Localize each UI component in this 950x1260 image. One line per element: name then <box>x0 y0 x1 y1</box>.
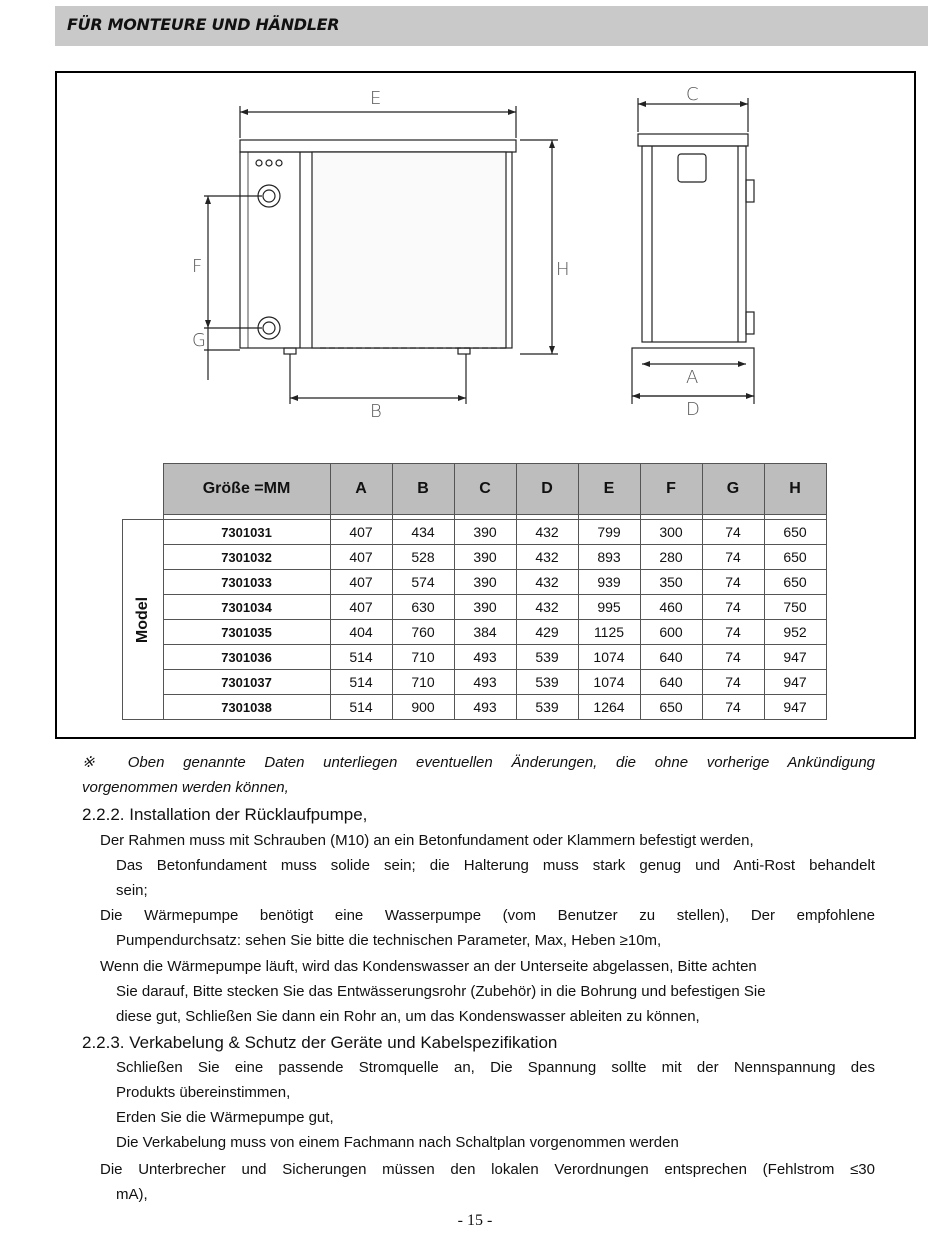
paragraph-power-source <box>116 1055 875 1155</box>
p2-line-1: Die Wärmepumpe benötigt eine Wasserpumpe (vom Benutzer zu stellen), Der empfohlene <box>100 907 875 924</box>
cell-a: 407 <box>330 595 392 620</box>
cell-a: 407 <box>330 545 392 570</box>
note-line-1: ※ Oben genannte Daten unterliegen eventuellen Änderungen, die ohne vorherige Ankündigung <box>82 754 875 771</box>
cell-d: 432 <box>516 520 578 545</box>
indicator-light-2 <box>266 160 272 166</box>
note-line-2: vorgenommen werden können, <box>82 779 289 796</box>
dim-label-e: E <box>370 88 382 109</box>
col-header-e: E <box>578 464 640 515</box>
cell-f: 460 <box>640 595 702 620</box>
cell-b: 760 <box>392 620 454 645</box>
col-header-d: D <box>516 464 578 515</box>
cell-c: 390 <box>454 545 516 570</box>
model-side-cell <box>123 520 164 720</box>
cell-a: 514 <box>330 645 392 670</box>
side-panel-window <box>678 154 706 182</box>
cell-d: 432 <box>516 545 578 570</box>
model-number: 7301037 <box>163 670 330 695</box>
cell-b: 710 <box>392 670 454 695</box>
cell-a: 407 <box>330 570 392 595</box>
cell-e: 1264 <box>578 695 640 720</box>
table-row <box>123 570 827 595</box>
paragraph-frame-mounting <box>100 828 875 903</box>
cell-b: 710 <box>392 645 454 670</box>
cell-d: 429 <box>516 620 578 645</box>
model-number: 7301033 <box>163 570 330 595</box>
cell-h: 650 <box>764 520 826 545</box>
dim-label-f: F <box>192 256 203 277</box>
cell-a: 514 <box>330 670 392 695</box>
cell-f: 600 <box>640 620 702 645</box>
col-header-a: A <box>330 464 392 515</box>
p1-line-2: Das Betonfundament muss solide sein; die Halterung muss stark genug und Anti-Rost behandelt <box>116 857 875 874</box>
dim-label-h: H <box>556 259 570 280</box>
cell-e: 1074 <box>578 670 640 695</box>
p4-line-4: Die Verkabelung muss von einem Fachmann nach Schaltplan vorgenommen werden <box>116 1134 679 1151</box>
front-top-cover <box>240 140 516 152</box>
table-row <box>123 620 827 645</box>
model-number: 7301036 <box>163 645 330 670</box>
cell-c: 390 <box>454 595 516 620</box>
p5-line-1: Die Unterbrecher und Sicherungen müssen den lokalen Verordnungen entsprechen (Fehlstrom ≤30 <box>100 1161 875 1178</box>
cell-b: 574 <box>392 570 454 595</box>
p5-line-2: mA), <box>116 1186 148 1203</box>
table-row <box>123 695 827 720</box>
front-grille <box>312 152 506 348</box>
table-row <box>123 545 827 570</box>
cell-f: 350 <box>640 570 702 595</box>
col-header-g: G <box>702 464 764 515</box>
technical-drawing <box>0 0 950 460</box>
cell-h: 650 <box>764 570 826 595</box>
cell-e: 939 <box>578 570 640 595</box>
cell-e: 893 <box>578 545 640 570</box>
p4-line-3: Erden Sie die Wärmepumpe gut, <box>116 1109 334 1126</box>
cell-c: 493 <box>454 670 516 695</box>
cell-f: 650 <box>640 695 702 720</box>
header-title: FÜR MONTEURE UND HÄNDLER <box>67 15 340 34</box>
page-number: - 15 - <box>457 1212 493 1229</box>
cell-g: 74 <box>702 645 764 670</box>
cell-g: 74 <box>702 670 764 695</box>
p3-line-2: Sie darauf, Bitte stecken Sie das Entwässerungsrohr (Zubehör) in die Bohrung und befestigen Sie <box>116 983 766 1000</box>
p2-line-2: Pumpendurchsatz: sehen Sie bitte die technischen Parameter, Max, Heben ≥10m, <box>116 932 662 949</box>
heading-2-2-2: 2.2.2. Installation der Rücklaufpumpe, <box>82 805 368 824</box>
indicator-light-1 <box>256 160 262 166</box>
cell-g: 74 <box>702 695 764 720</box>
cell-h: 650 <box>764 545 826 570</box>
cell-d: 432 <box>516 570 578 595</box>
cell-g: 74 <box>702 545 764 570</box>
dim-label-d: D <box>686 399 700 420</box>
paragraph-condensate <box>100 954 875 1029</box>
cell-c: 384 <box>454 620 516 645</box>
cell-a: 404 <box>330 620 392 645</box>
p4-line-1: Schließen Sie eine passende Stromquelle an, Die Spannung sollte mit der Nennspannung des <box>116 1059 875 1076</box>
cell-e: 1074 <box>578 645 640 670</box>
dim-label-b: B <box>370 401 382 422</box>
cell-f: 640 <box>640 670 702 695</box>
cell-g: 74 <box>702 570 764 595</box>
cell-h: 947 <box>764 695 826 720</box>
cell-g: 74 <box>702 520 764 545</box>
cell-c: 493 <box>454 645 516 670</box>
cell-f: 640 <box>640 645 702 670</box>
p1-line-1: Der Rahmen muss mit Schrauben (M10) an ein Betonfundament oder Klammern befestigt werden, <box>100 832 754 849</box>
cell-b: 434 <box>392 520 454 545</box>
p3-line-1: Wenn die Wärmepumpe läuft, wird das Kondenswasser an der Unterseite abgelassen, Bitte achten <box>100 958 757 975</box>
table-row <box>123 595 827 620</box>
model-number: 7301031 <box>163 520 330 545</box>
cell-d: 539 <box>516 645 578 670</box>
cell-a: 407 <box>330 520 392 545</box>
cell-f: 300 <box>640 520 702 545</box>
col-header-c: C <box>454 464 516 515</box>
cell-h: 947 <box>764 670 826 695</box>
cell-b: 900 <box>392 695 454 720</box>
cell-h: 750 <box>764 595 826 620</box>
cell-e: 995 <box>578 595 640 620</box>
p4-line-2: Produkts übereinstimmen, <box>116 1084 291 1101</box>
side-body <box>642 146 746 342</box>
cell-d: 539 <box>516 670 578 695</box>
model-number: 7301035 <box>163 620 330 645</box>
cell-g: 74 <box>702 595 764 620</box>
cell-h: 947 <box>764 645 826 670</box>
side-label-model: Model <box>133 596 151 643</box>
dimensions-table <box>122 463 827 720</box>
cell-h: 952 <box>764 620 826 645</box>
cell-g: 74 <box>702 620 764 645</box>
table-row <box>123 645 827 670</box>
cell-b: 630 <box>392 595 454 620</box>
paragraph-water-pump <box>100 903 875 953</box>
cell-c: 390 <box>454 570 516 595</box>
indicator-light-3 <box>276 160 282 166</box>
cell-e: 799 <box>578 520 640 545</box>
table-row <box>123 520 827 545</box>
cell-a: 514 <box>330 695 392 720</box>
cell-e: 1125 <box>578 620 640 645</box>
side-top-cover <box>638 134 748 146</box>
dim-label-g: G <box>192 330 206 351</box>
cell-b: 528 <box>392 545 454 570</box>
table-corner-header: Größe =MM <box>163 464 330 515</box>
p3-line-3: diese gut, Schließen Sie dann ein Rohr an, um das Kondenswasser ableiten zu können, <box>116 1008 700 1025</box>
p1-line-3: sein; <box>116 882 148 899</box>
model-number: 7301038 <box>163 695 330 720</box>
cell-c: 390 <box>454 520 516 545</box>
disclaimer-note <box>82 750 875 800</box>
dim-label-a: A <box>686 367 699 388</box>
col-header-b: B <box>392 464 454 515</box>
cell-f: 280 <box>640 545 702 570</box>
col-header-h: H <box>764 464 826 515</box>
cell-d: 432 <box>516 595 578 620</box>
model-number: 7301034 <box>163 595 330 620</box>
model-number: 7301032 <box>163 545 330 570</box>
table-row <box>123 670 827 695</box>
heading-2-2-3: 2.2.3. Verkabelung & Schutz der Geräte und Kabelspezifikation <box>82 1033 558 1052</box>
cell-d: 539 <box>516 695 578 720</box>
cell-c: 493 <box>454 695 516 720</box>
dim-label-c: C <box>686 84 699 105</box>
paragraph-breakers <box>100 1157 875 1207</box>
col-header-f: F <box>640 464 702 515</box>
